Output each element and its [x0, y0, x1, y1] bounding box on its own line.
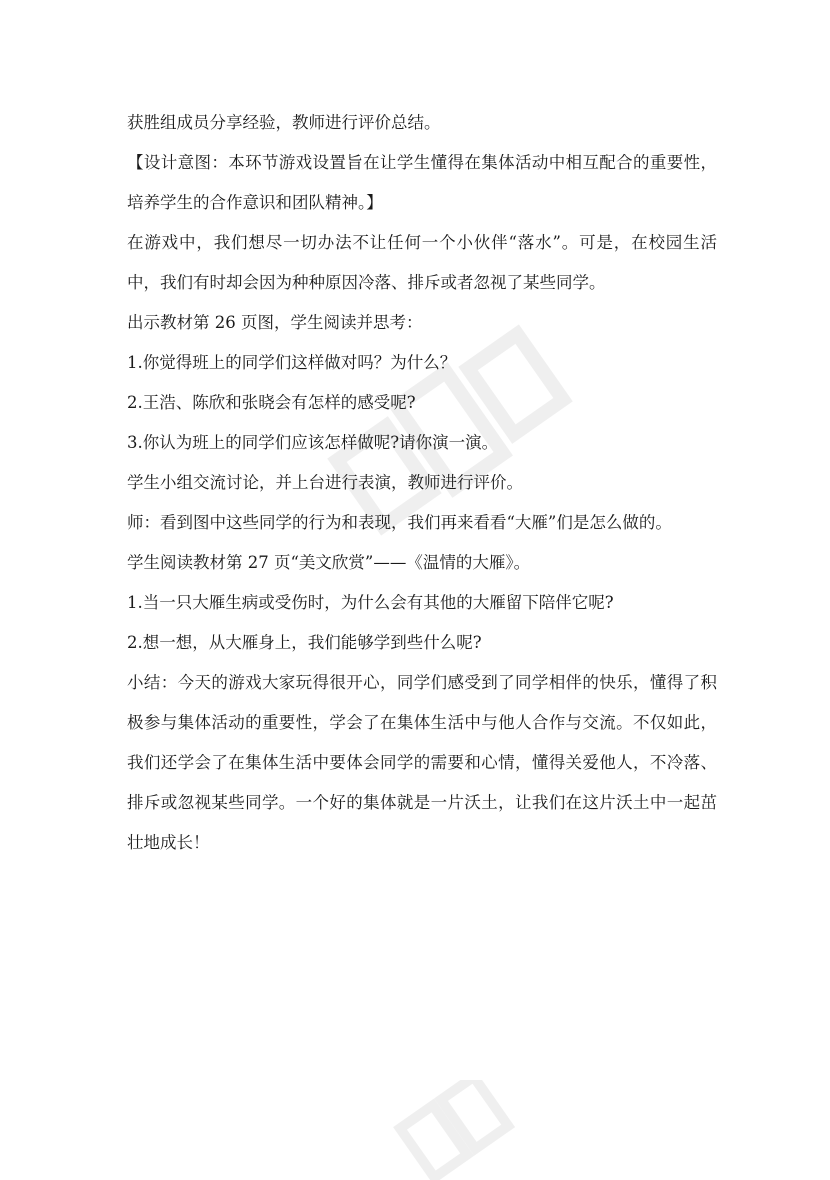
paragraph-conclusion: 小结：今天的游戏大家玩得很开心，同学们感受到了同学相伴的快乐，懂得了积极参与集体活动的重要性，学会了在集体生活中与他人合作与交流。不仅如此，我们还学会了在集体生活中要体会同学的需要和心情，懂得关爱他人，不冷落、排斥或忽视某些同学。一个好的集体就是一片沃土，让我们在这片沃土中一起茁壮地成长！ — [127, 673, 717, 852]
paragraph-design-intent: 【设计意图：本环节游戏设置旨在让学生懂得在集体活动中相互配合的重要性，培养学生的合作意识和团队精神。】 — [127, 153, 717, 212]
watermark-glyph-5 — [441, 1080, 508, 1149]
goose-question-1: 1.当一只大雁生病或受伤时，为什么会有其他的大雁留下陪伴它呢? — [127, 593, 614, 612]
paragraph-summary-1: 获胜组成员分享经验，教师进行评价总结。 — [127, 113, 441, 132]
watermark-logo-bottom — [350, 1080, 550, 1180]
paragraph-teacher-prompt: 师：看到图中这些同学的行为和表现，我们再来看看“大雁”们是怎么做的。 — [127, 513, 672, 532]
paragraph-group-discussion: 学生小组交流讨论，并上台进行表演，教师进行评价。 — [127, 473, 523, 492]
document-body — [127, 103, 717, 863]
question-2: 2.王浩、陈欣和张晓会有怎样的感受呢? — [127, 393, 416, 412]
question-3: 3.你认为班上的同学们应该怎样做呢?请你演一演。 — [127, 433, 499, 452]
goose-question-2: 2.想一想，从大雁身上，我们能够学到些什么呢? — [127, 633, 482, 652]
paragraph-textbook-p26: 出示教材第 26 页图，学生阅读并思考： — [127, 313, 423, 332]
question-1: 1.你觉得班上的同学们这样做对吗？为什么？ — [127, 353, 457, 372]
paragraph-textbook-p27: 学生阅读教材第 27 页“美文欣赏”——《温情的大雁》。 — [127, 553, 531, 572]
paragraph-game-intro: 在游戏中，我们想尽一切办法不让任何一个小伙伴“落水”。可是，在校园生活中，我们有时却会因为种种原因冷落、排斥或者忽视了某些同学。 — [127, 233, 717, 292]
watermark-glyph-4 — [400, 1105, 467, 1177]
